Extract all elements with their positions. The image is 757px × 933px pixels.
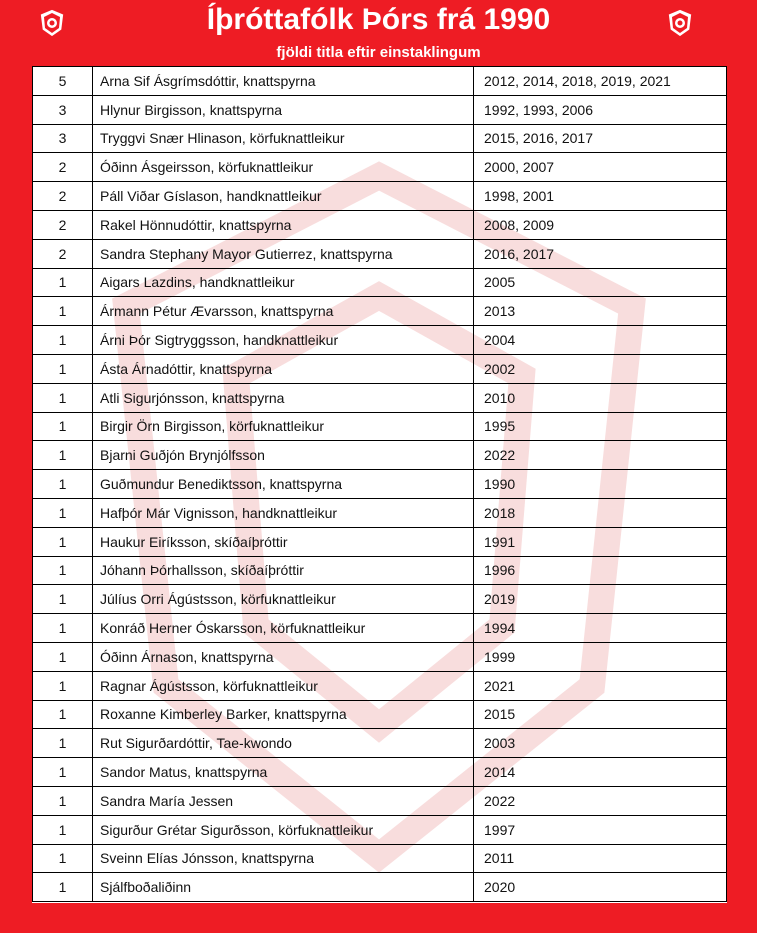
table-row: [33, 67, 727, 96]
athlete-name-cell: Júlíus Orri Ágústsson, körfuknattleikur: [93, 585, 474, 614]
athlete-name-cell: Birgir Örn Birgisson, körfuknattleikur: [93, 412, 474, 441]
table-row: [33, 786, 727, 815]
title-count-cell: 1: [33, 383, 93, 412]
title-count-cell: 3: [33, 124, 93, 153]
athlete-name-cell: Sveinn Elías Jónsson, knattspyrna: [93, 844, 474, 873]
years-cell: 2016, 2017: [474, 239, 727, 268]
title-count-cell: 1: [33, 585, 93, 614]
title-count-cell: 2: [33, 153, 93, 182]
table-row: [33, 268, 727, 297]
athlete-name-cell: Aigars Lazdins, handknattleikur: [93, 268, 474, 297]
years-cell: 2012, 2014, 2018, 2019, 2021: [474, 67, 727, 96]
athlete-name-cell: Roxanne Kimberley Barker, knattspyrna: [93, 700, 474, 729]
athlete-name-cell: Ásta Árnadóttir, knattspyrna: [93, 354, 474, 383]
athlete-name-cell: Sigurður Grétar Sigurðsson, körfuknattleikur: [93, 815, 474, 844]
title-count-cell: 1: [33, 844, 93, 873]
table-row: [33, 95, 727, 124]
table-row: [33, 527, 727, 556]
title-count-cell: 1: [33, 815, 93, 844]
years-cell: 2011: [474, 844, 727, 873]
table-row: [33, 354, 727, 383]
athlete-name-cell: Ármann Pétur Ævarsson, knattspyrna: [93, 297, 474, 326]
years-cell: 2003: [474, 729, 727, 758]
club-crest-icon: [666, 8, 694, 38]
title-count-cell: 5: [33, 67, 93, 96]
table-row: [33, 182, 727, 211]
years-cell: 1994: [474, 614, 727, 643]
title-count-cell: 1: [33, 873, 93, 902]
table-row: [33, 758, 727, 787]
title-count-cell: 1: [33, 498, 93, 527]
years-cell: 2002: [474, 354, 727, 383]
years-cell: 2004: [474, 326, 727, 355]
athlete-name-cell: Bjarni Guðjón Brynjólfsson: [93, 441, 474, 470]
page-subtitle: fjöldi titla eftir einstaklingum: [276, 44, 481, 61]
title-count-cell: 2: [33, 210, 93, 239]
table-row: [33, 815, 727, 844]
athlete-name-cell: Óðinn Ásgeirsson, körfuknattleikur: [93, 153, 474, 182]
title-count-cell: 1: [33, 412, 93, 441]
page-title: Íþróttafólk Þórs frá 1990: [206, 3, 551, 36]
table-row: [33, 873, 727, 902]
title-count-cell: 3: [33, 95, 93, 124]
title-count-cell: 2: [33, 239, 93, 268]
title-count-cell: 1: [33, 470, 93, 499]
table-row: [33, 729, 727, 758]
athlete-name-cell: Ragnar Ágústsson, körfuknattleikur: [93, 671, 474, 700]
title-count-cell: 1: [33, 642, 93, 671]
table-row: [33, 671, 727, 700]
table-row: [33, 498, 727, 527]
years-cell: 1991: [474, 527, 727, 556]
years-cell: 2000, 2007: [474, 153, 727, 182]
title-count-cell: 1: [33, 671, 93, 700]
table-row: [33, 585, 727, 614]
years-cell: 1992, 1993, 2006: [474, 95, 727, 124]
years-cell: 1995: [474, 412, 727, 441]
table-row: [33, 153, 727, 182]
table-row: [33, 412, 727, 441]
athlete-name-cell: Guðmundur Benediktsson, knattspyrna: [93, 470, 474, 499]
years-cell: 2015, 2016, 2017: [474, 124, 727, 153]
athlete-name-cell: Konráð Herner Óskarsson, körfuknattleikur: [93, 614, 474, 643]
title-count-cell: 1: [33, 354, 93, 383]
years-cell: 2022: [474, 441, 727, 470]
title-count-cell: 1: [33, 614, 93, 643]
table-row: [33, 326, 727, 355]
title-count-cell: 1: [33, 268, 93, 297]
table-row: [33, 844, 727, 873]
years-cell: 2022: [474, 786, 727, 815]
years-cell: 1990: [474, 470, 727, 499]
athlete-name-cell: Jóhann Þórhallsson, skíðaíþróttir: [93, 556, 474, 585]
table-row: [33, 700, 727, 729]
athlete-name-cell: Rut Sigurðardóttir, Tae-kwondo: [93, 729, 474, 758]
athlete-name-cell: Sandor Matus, knattspyrna: [93, 758, 474, 787]
years-cell: 2013: [474, 297, 727, 326]
years-cell: 2010: [474, 383, 727, 412]
title-count-cell: 1: [33, 729, 93, 758]
titles-table-container: [32, 66, 727, 903]
athlete-name-cell: Sandra María Jessen: [93, 786, 474, 815]
athlete-name-cell: Arna Sif Ásgrímsdóttir, knattspyrna: [93, 67, 474, 96]
title-count-cell: 1: [33, 700, 93, 729]
athlete-name-cell: Óðinn Árnason, knattspyrna: [93, 642, 474, 671]
title-count-cell: 1: [33, 758, 93, 787]
years-cell: 2021: [474, 671, 727, 700]
years-cell: 2008, 2009: [474, 210, 727, 239]
years-cell: 1997: [474, 815, 727, 844]
table-row: [33, 642, 727, 671]
years-cell: 2015: [474, 700, 727, 729]
titles-table: [32, 66, 727, 902]
title-count-cell: 1: [33, 441, 93, 470]
title-count-cell: 1: [33, 786, 93, 815]
title-count-cell: 1: [33, 527, 93, 556]
years-cell: 2018: [474, 498, 727, 527]
athlete-name-cell: Haukur Eiríksson, skíðaíþróttir: [93, 527, 474, 556]
athlete-name-cell: Sandra Stephany Mayor Gutierrez, knattspyrna: [93, 239, 474, 268]
athlete-name-cell: Atli Sigurjónsson, knattspyrna: [93, 383, 474, 412]
years-cell: 2019: [474, 585, 727, 614]
table-row: [33, 614, 727, 643]
table-row: [33, 239, 727, 268]
years-cell: 2014: [474, 758, 727, 787]
athlete-name-cell: Tryggvi Snær Hlinason, körfuknattleikur: [93, 124, 474, 153]
athlete-name-cell: Sjálfboðaliðinn: [93, 873, 474, 902]
years-cell: 2005: [474, 268, 727, 297]
title-count-cell: 2: [33, 182, 93, 211]
title-count-cell: 1: [33, 326, 93, 355]
table-row: [33, 297, 727, 326]
table-row: [33, 210, 727, 239]
title-count-cell: 1: [33, 556, 93, 585]
athlete-name-cell: Hafþór Már Vignisson, handknattleikur: [93, 498, 474, 527]
athlete-name-cell: Hlynur Birgisson, knattspyrna: [93, 95, 474, 124]
years-cell: 1998, 2001: [474, 182, 727, 211]
years-cell: 2020: [474, 873, 727, 902]
years-cell: 1996: [474, 556, 727, 585]
table-row: [33, 124, 727, 153]
table-row: [33, 383, 727, 412]
table-row: [33, 556, 727, 585]
athlete-name-cell: Árni Þór Sigtryggsson, handknattleikur: [93, 326, 474, 355]
table-row: [33, 441, 727, 470]
table-row: [33, 470, 727, 499]
header: [0, 0, 757, 66]
years-cell: 1999: [474, 642, 727, 671]
athlete-name-cell: Rakel Hönnudóttir, knattspyrna: [93, 210, 474, 239]
athlete-name-cell: Páll Viðar Gíslason, handknattleikur: [93, 182, 474, 211]
title-count-cell: 1: [33, 297, 93, 326]
